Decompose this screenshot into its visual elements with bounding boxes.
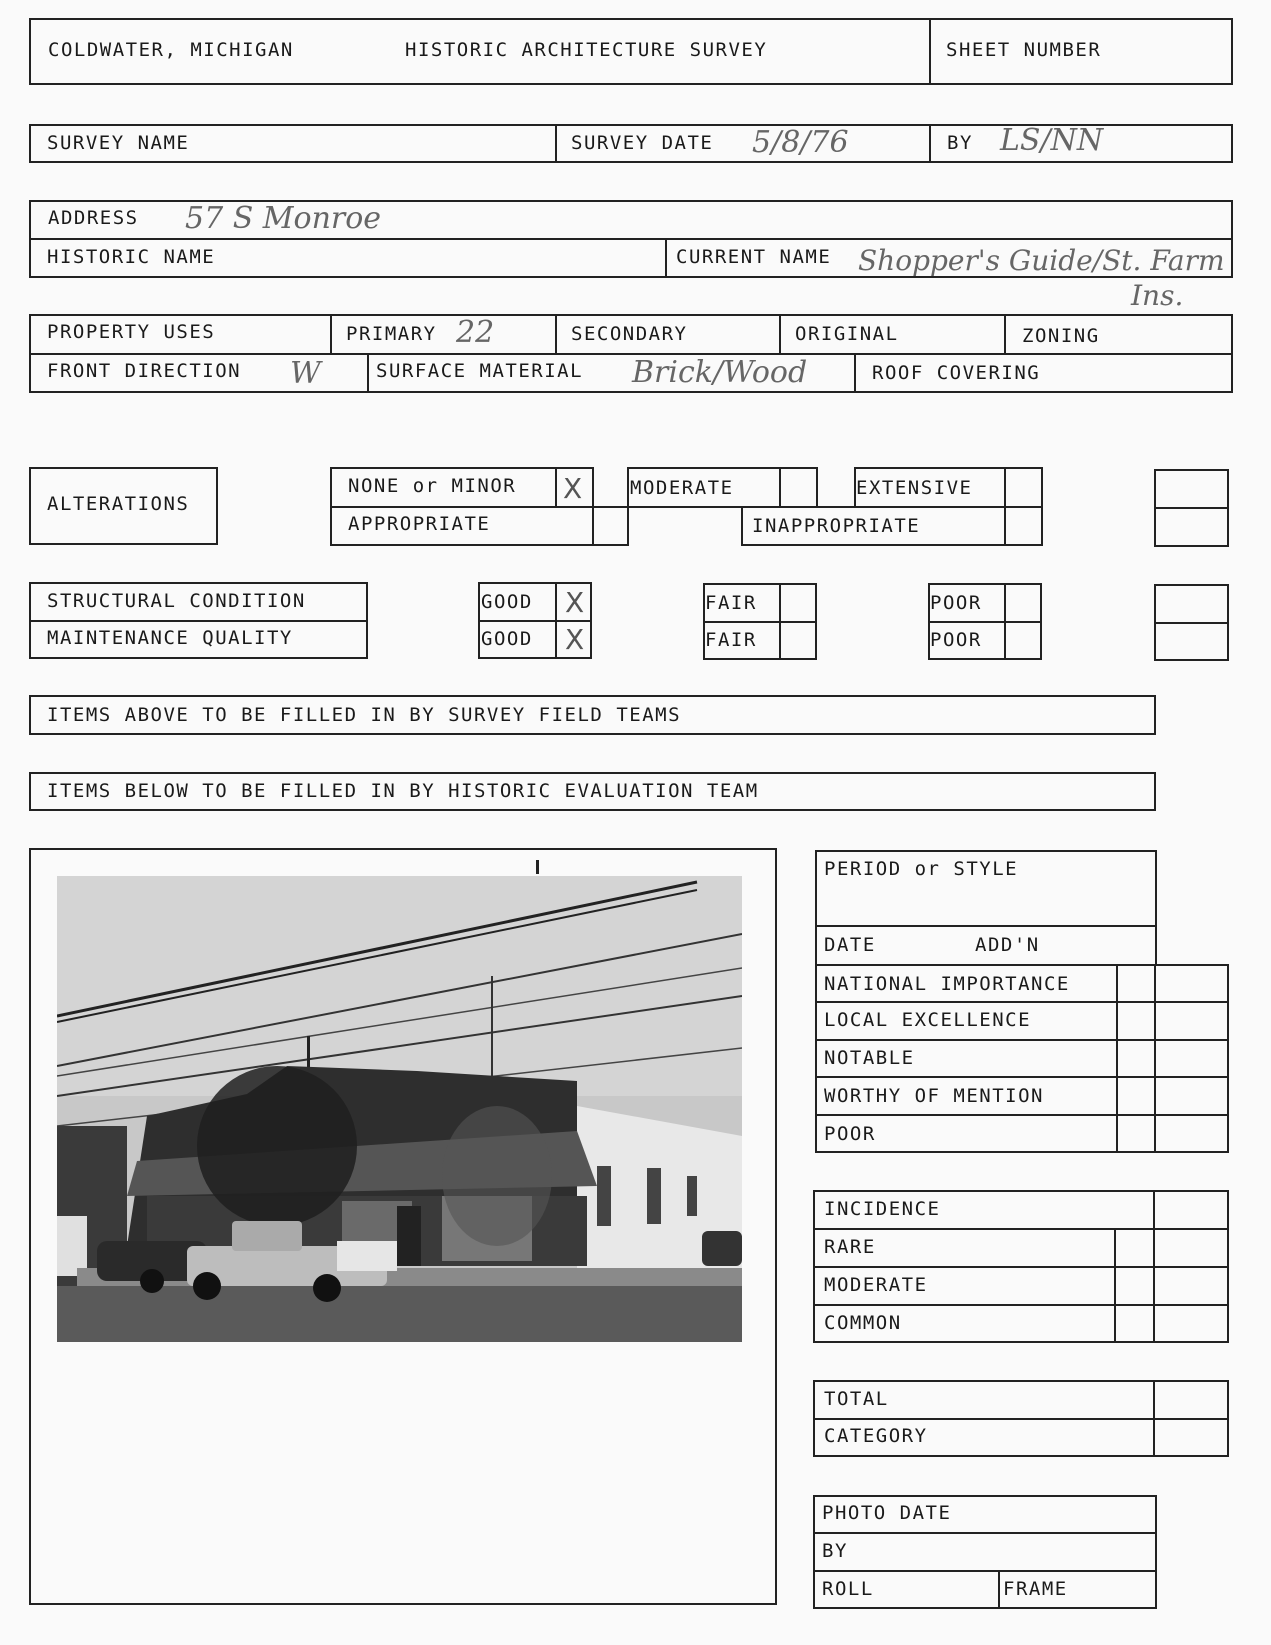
poor-rating-label: POOR [824, 1123, 876, 1145]
survey-divider-1 [555, 124, 557, 163]
surface-material-value: Brick/Wood [632, 355, 808, 390]
incidence-h2 [813, 1266, 1229, 1268]
structural-good-checkmark: X [565, 586, 585, 619]
maintenance-good-label: GOOD [481, 628, 533, 650]
header-divider [929, 18, 931, 85]
by-label: BY [947, 132, 973, 154]
notable-label: NOTABLE [824, 1047, 915, 1069]
importance-v2 [1154, 964, 1156, 1153]
rare-label: RARE [824, 1236, 876, 1258]
uses-v2 [555, 314, 557, 353]
national-importance-label: NATIONAL IMPORTANCE [824, 973, 1070, 995]
current-name-divider [665, 238, 667, 278]
period-style-divider [815, 925, 1157, 927]
alt-top-1 [330, 467, 592, 469]
poor-divider [928, 621, 1042, 623]
fair-v [779, 583, 781, 660]
alt-v3 [592, 467, 594, 546]
structural-good-label: GOOD [481, 591, 533, 613]
maintenance-good-checkmark: X [565, 623, 585, 656]
poor-v [1004, 583, 1006, 660]
worthy-of-mention-label: WORTHY OF MENTION [824, 1085, 1044, 1107]
uses-v4 [1004, 314, 1006, 353]
extensive-label: EXTENSIVE [856, 477, 973, 499]
original-label: ORIGINAL [795, 323, 899, 345]
roll-label: ROLL [822, 1578, 874, 1600]
alt-bottom-2 [741, 544, 1042, 546]
building-photo-illustration [57, 876, 742, 1342]
incidence-label: INCIDENCE [824, 1198, 941, 1220]
condition-side-divider [1154, 622, 1229, 624]
surface-material-label: SURFACE MATERIAL [376, 360, 584, 382]
alt-v4 [627, 467, 629, 546]
primary-label: PRIMARY [346, 323, 437, 345]
moderate-incidence-label: MODERATE [824, 1274, 928, 1296]
uses-v1 [330, 314, 332, 353]
structural-fair-label: FAIR [705, 592, 757, 614]
alt-v5 [779, 467, 781, 506]
alterations-label: ALTERATIONS [47, 493, 190, 515]
structural-poor-label: POOR [930, 592, 982, 614]
front-direction-value: W [290, 356, 321, 391]
good-divider [478, 620, 592, 622]
moderate-label: MODERATE [630, 477, 734, 499]
survey-title: HISTORIC ARCHITECTURE SURVEY [405, 39, 768, 61]
survey-divider-2 [929, 124, 931, 163]
common-label: COMMON [824, 1312, 902, 1334]
front-v2 [854, 353, 856, 393]
fair-divider [703, 621, 817, 623]
category-label: CATEGORY [824, 1425, 928, 1447]
photo-by-label: BY [822, 1540, 848, 1562]
primary-value: 22 [456, 315, 495, 350]
survey-name-label: SURVEY NAME [47, 132, 190, 154]
addn-label: ADD'N [975, 934, 1040, 956]
city-label: COLDWATER, MICHIGAN [48, 39, 294, 61]
frame-label: FRAME [1003, 1578, 1068, 1600]
roof-covering-label: ROOF COVERING [872, 362, 1041, 384]
period-or-style-label: PERIOD or STYLE [824, 858, 1019, 880]
alt-v1 [330, 467, 332, 546]
current-name-label: CURRENT NAME [676, 246, 832, 268]
importance-h2 [815, 1039, 1229, 1041]
photo-info-v [998, 1570, 1000, 1609]
total-label: TOTAL [824, 1388, 889, 1410]
alt-mid [330, 506, 1042, 508]
current-name-value-2: Ins. [1131, 279, 1184, 312]
none-or-minor-checkmark: X [563, 472, 583, 505]
items-below-note: ITEMS BELOW TO BE FILLED IN BY HISTORIC EVALUATION TEAM [47, 780, 759, 802]
maintenance-quality-label: MAINTENANCE QUALITY [47, 627, 293, 649]
incidence-h1 [813, 1228, 1229, 1230]
photo-date-label: PHOTO DATE [822, 1502, 952, 1524]
current-name-value-1: Shopper's Guide/St. Farm [858, 244, 1225, 277]
inappropriate-label: INAPPROPRIATE [752, 515, 921, 537]
by-value: LS/NN [1000, 123, 1104, 158]
alt-top-2 [627, 467, 817, 469]
importance-v1 [1116, 964, 1118, 1153]
front-direction-label: FRONT DIRECTION [47, 360, 242, 382]
alt-v6 [816, 467, 818, 506]
building-photograph [57, 876, 742, 1342]
structural-condition-label: STRUCTURAL CONDITION [47, 590, 306, 612]
property-uses-label: PROPERTY USES [47, 321, 216, 343]
date-label: DATE [824, 934, 876, 956]
front-v1 [367, 353, 369, 393]
alt-v2 [555, 467, 557, 506]
uses-v3 [779, 314, 781, 353]
condition-label-divider [29, 620, 368, 622]
local-excellence-label: LOCAL EXCELLENCE [824, 1009, 1032, 1031]
address-value: 57 S Monroe [185, 201, 382, 236]
alt-top-3 [854, 467, 1042, 469]
incidence-v1 [1114, 1228, 1116, 1343]
survey-date-label: SURVEY DATE [571, 132, 714, 154]
survey-date-value: 5/8/76 [752, 125, 849, 160]
none-or-minor-label: NONE or MINOR [348, 475, 517, 497]
historic-name-label: HISTORIC NAME [47, 246, 216, 268]
alt-v9 [1004, 467, 1006, 546]
maintenance-fair-label: FAIR [705, 629, 757, 651]
importance-h1 [815, 1001, 1229, 1003]
secondary-label: SECONDARY [571, 323, 688, 345]
good-v [555, 582, 557, 659]
alterations-side-divider [1154, 507, 1229, 509]
alt-bottom-1 [330, 544, 628, 546]
importance-h3 [815, 1076, 1229, 1078]
alt-v8 [741, 506, 743, 546]
address-label: ADDRESS [48, 207, 139, 229]
uses-divider [29, 353, 1233, 355]
address-divider [29, 238, 1233, 240]
totals-h [813, 1418, 1229, 1420]
items-above-note: ITEMS ABOVE TO BE FILLED IN BY SURVEY FIELD TEAMS [47, 704, 682, 726]
appropriate-label: APPROPRIATE [348, 513, 491, 535]
zoning-label: ZONING [1022, 325, 1100, 347]
photo-info-h2 [813, 1570, 1157, 1572]
photo-info-h1 [813, 1532, 1157, 1534]
incidence-h3 [813, 1304, 1229, 1306]
sheet-number-label: SHEET NUMBER [946, 39, 1102, 61]
alt-v10 [1041, 467, 1043, 546]
maintenance-poor-label: POOR [930, 629, 982, 651]
photo-tick [536, 860, 539, 874]
importance-h4 [815, 1114, 1229, 1116]
